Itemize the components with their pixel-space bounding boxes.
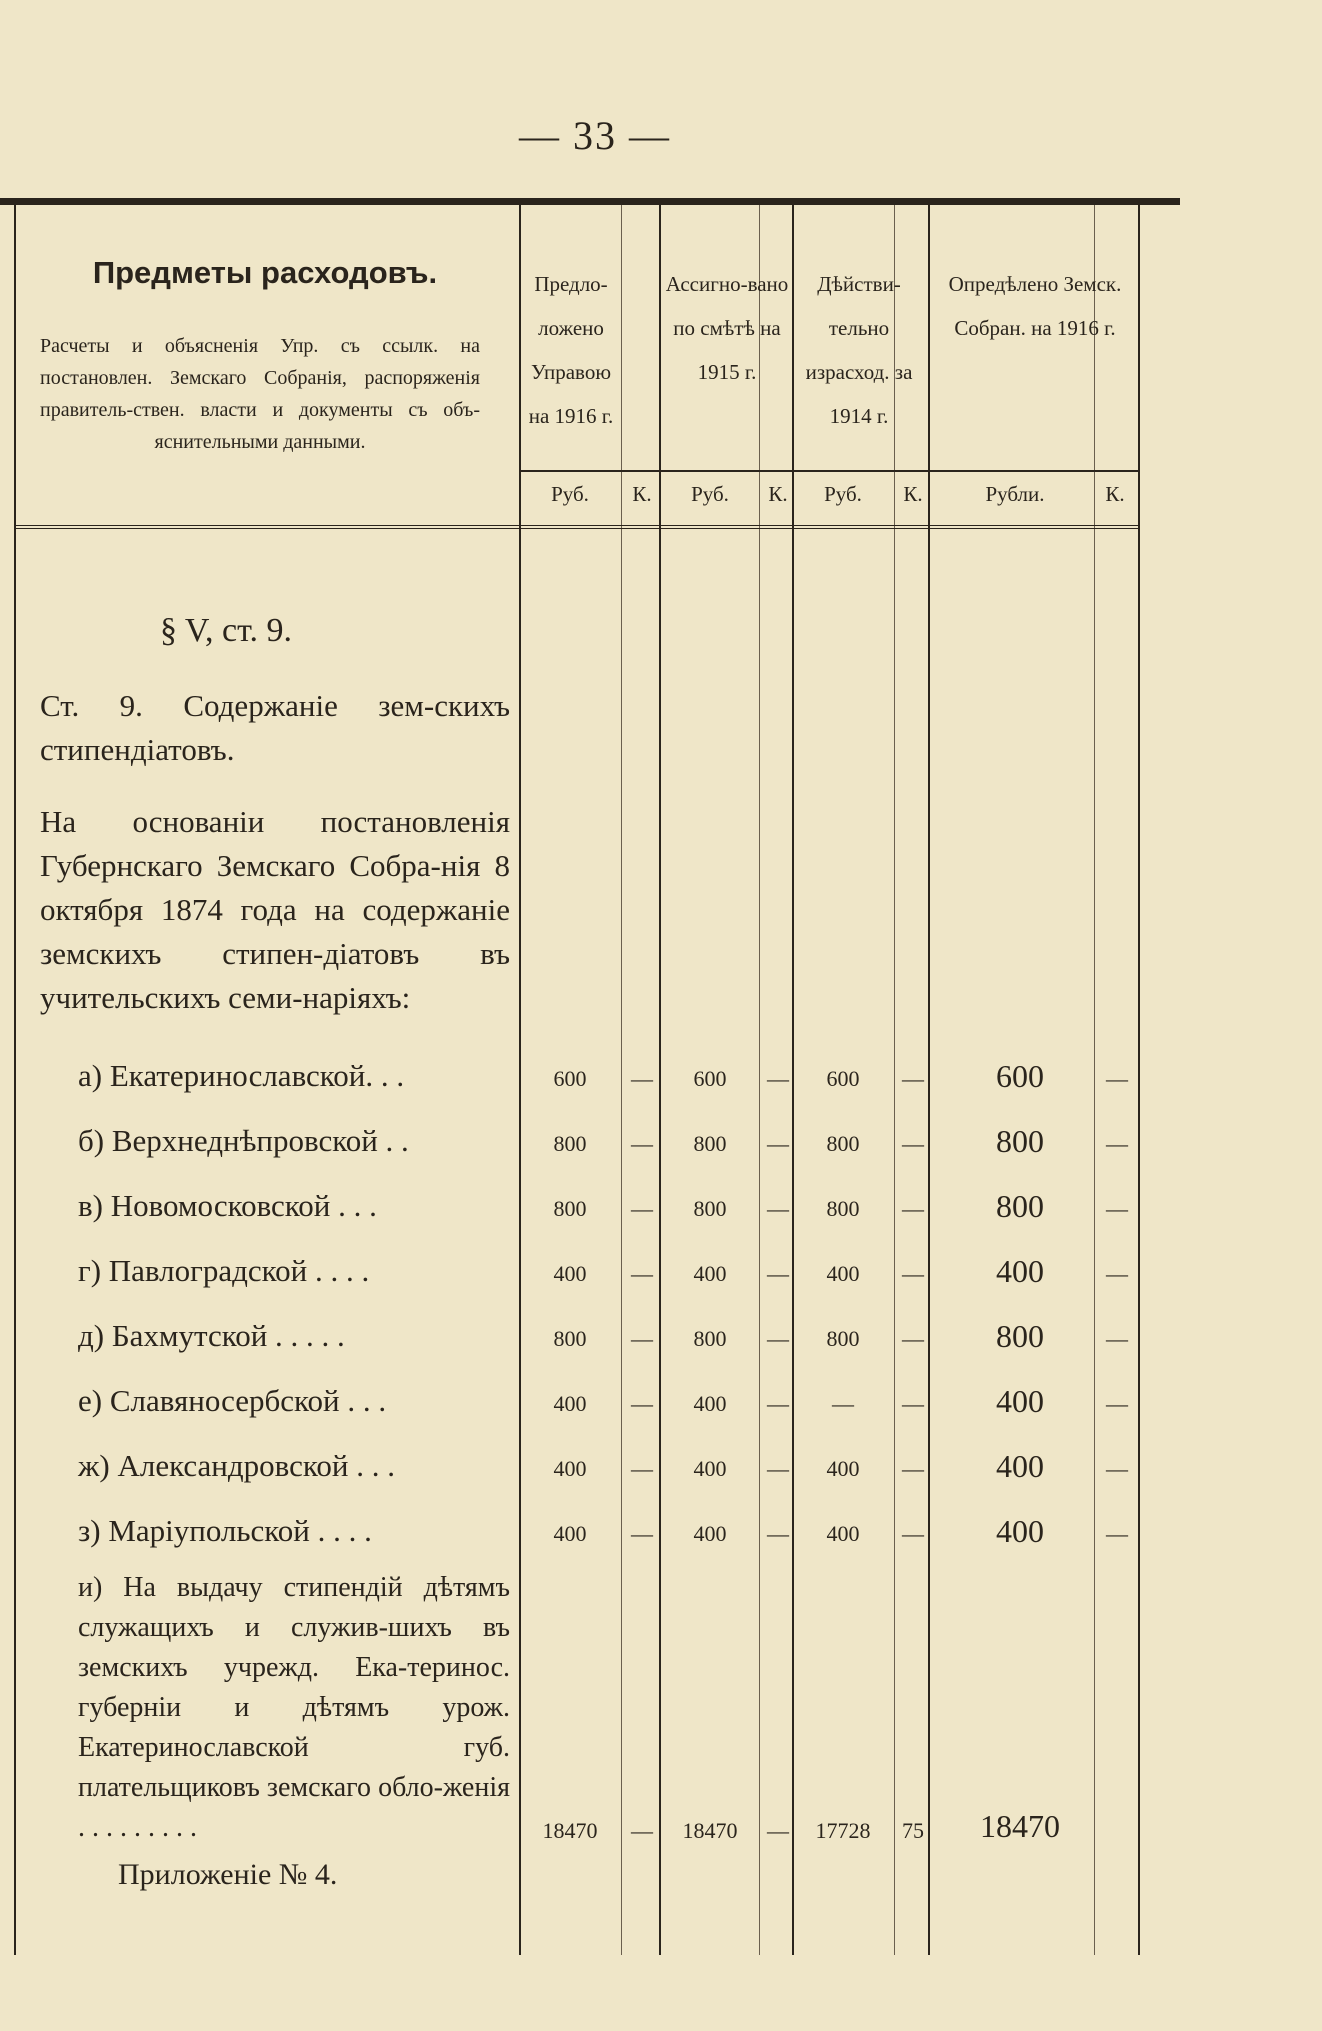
unit-kop: К. (632, 482, 652, 506)
dash: — (902, 1196, 924, 1221)
item-i-spent: 17728 (815, 1818, 871, 1843)
row-proposed: 600 (553, 1066, 587, 1091)
header-subtitle: Расчеты и объясненія Упр. съ ссылк. на постановлен. Земскаго Собранія, распоряженія правитель-ствен. власти и документы съ объ-яснительными данными. (40, 335, 480, 453)
item-i-spent-kop: 75 (902, 1818, 924, 1843)
dash: — (631, 1261, 653, 1286)
row-label: з) Маріупольской . . . . (78, 1513, 372, 1548)
dash: — (631, 1196, 653, 1221)
dash: — (631, 1818, 653, 1843)
dash: — (902, 1326, 924, 1351)
row-approved: 400 (996, 1513, 1044, 1549)
dash: — (767, 1196, 789, 1221)
col-head-assigned: Ассигно-вано по смѣтѣ на 1915 г. (665, 272, 789, 384)
item-i-approved: 18470 (980, 1808, 1060, 1844)
row-label: ж) Александровской . . . (78, 1448, 395, 1483)
dash: — (767, 1391, 789, 1416)
row-proposed: 800 (553, 1196, 587, 1221)
item-i-proposed: 18470 (542, 1818, 598, 1843)
row-approved: 400 (996, 1448, 1044, 1484)
row-spent: 800 (826, 1196, 860, 1221)
appendix-note: Приложеніе № 4. (118, 1858, 338, 1891)
row-assigned: 600 (693, 1066, 727, 1091)
row-spent: 400 (826, 1261, 860, 1286)
dash: — (767, 1131, 789, 1156)
row-spent: 400 (826, 1456, 860, 1481)
row-approved: 800 (996, 1188, 1044, 1224)
row-assigned: 400 (693, 1521, 727, 1546)
row-approved: 800 (996, 1318, 1044, 1354)
row-proposed: 400 (553, 1261, 587, 1286)
row-approved: 400 (996, 1383, 1044, 1419)
unit-kop: К. (768, 482, 788, 506)
col-line (1138, 205, 1140, 1955)
col-head-spent: Дѣйстви-тельно израсход. за 1914 г. (805, 272, 913, 428)
row-assigned: 800 (693, 1131, 727, 1156)
row-proposed: 400 (553, 1391, 587, 1416)
dash: — (1106, 1391, 1128, 1416)
row-proposed: 400 (553, 1456, 587, 1481)
dash: — (631, 1456, 653, 1481)
dash: — (902, 1456, 924, 1481)
row-assigned: 400 (693, 1261, 727, 1286)
dash: — (1106, 1261, 1128, 1286)
dash: — (767, 1456, 789, 1481)
top-rule (0, 198, 1180, 205)
item-i-text: и) На выдачу стипендій дѣтямъ служащихъ и служив-шихъ въ земскихъ учрежд. Ека-теринос. губерніи и дѣтямъ урож. Екатеринославской губ. плательщиковъ земскаго обло-женія . . . . . . . . . (78, 1572, 510, 1843)
row-assigned: 800 (693, 1196, 727, 1221)
row-spent: 800 (826, 1326, 860, 1351)
dash: — (631, 1066, 653, 1091)
row-proposed: 800 (553, 1326, 587, 1351)
row-spent: — (832, 1391, 854, 1416)
dash: — (767, 1066, 789, 1091)
row-label: б) Верхнеднѣпровской . . (78, 1123, 409, 1158)
unit-rub: Руб. (824, 482, 862, 506)
item-i-assigned: 18470 (682, 1818, 738, 1843)
row-spent: 800 (826, 1131, 860, 1156)
row-proposed: 400 (553, 1521, 587, 1546)
row-label: в) Новомосковской . . . (78, 1188, 377, 1223)
row-assigned: 400 (693, 1391, 727, 1416)
dash: — (1106, 1326, 1128, 1351)
dash: — (1106, 1196, 1128, 1221)
row-approved: 800 (996, 1123, 1044, 1159)
row-approved: 600 (996, 1058, 1044, 1094)
unit-kop: К. (903, 482, 923, 506)
col-line (1094, 205, 1095, 1955)
unit-rub: Руб. (551, 482, 589, 506)
row-spent: 600 (826, 1066, 860, 1091)
row-assigned: 400 (693, 1456, 727, 1481)
header-rule (14, 525, 1140, 529)
header-title: Предметы расходовъ. (92, 255, 438, 290)
row-approved: 400 (996, 1253, 1044, 1289)
dash: — (631, 1521, 653, 1546)
section-mark: § V, ст. 9. (160, 612, 292, 649)
row-label: а) Екатеринославской. . . (78, 1058, 405, 1093)
col-head-approved: Опредѣлено Земск. Собран. на 1916 г. (948, 272, 1122, 340)
col-line (519, 205, 521, 1955)
row-spent: 400 (826, 1521, 860, 1546)
dash: — (902, 1131, 924, 1156)
row-proposed: 800 (553, 1131, 587, 1156)
dash: — (767, 1261, 789, 1286)
dash: — (631, 1391, 653, 1416)
row-label: д) Бахмутской . . . . . (78, 1318, 345, 1353)
dash: — (902, 1261, 924, 1286)
dash: — (1106, 1131, 1128, 1156)
unit-rule (519, 470, 1140, 472)
article-title: Ст. 9. Содержаніе зем-скихъ стипендіатовъ. (40, 688, 510, 767)
row-assigned: 800 (693, 1326, 727, 1351)
page-number: — 33 — (519, 113, 671, 158)
section-body: На основаніи постановленія Губернскаго Земскаго Собра-нія 8 октября 1874 года на содержаніе земскихъ стипен-діатовъ въ учительскихъ семи-наріяхъ: (40, 804, 510, 1015)
dash: — (902, 1521, 924, 1546)
dash: — (767, 1521, 789, 1546)
unit-rub: Рубли. (985, 482, 1045, 506)
unit-rub: Руб. (691, 482, 729, 506)
dash: — (631, 1326, 653, 1351)
dash: — (1106, 1456, 1128, 1481)
row-label: е) Славяносербской . . . (78, 1383, 387, 1418)
row-label: г) Павлоградской . . . . (78, 1253, 370, 1288)
unit-kop: К. (1105, 482, 1125, 506)
dash: — (631, 1131, 653, 1156)
dash: — (902, 1391, 924, 1416)
dash: — (902, 1066, 924, 1091)
dash: — (767, 1326, 789, 1351)
dash: — (1106, 1521, 1128, 1546)
col-line (14, 205, 16, 1955)
dash: — (767, 1818, 789, 1843)
col-head-proposed: Предло-ложено Управою на 1916 г. (528, 272, 614, 428)
dash: — (1106, 1066, 1128, 1091)
